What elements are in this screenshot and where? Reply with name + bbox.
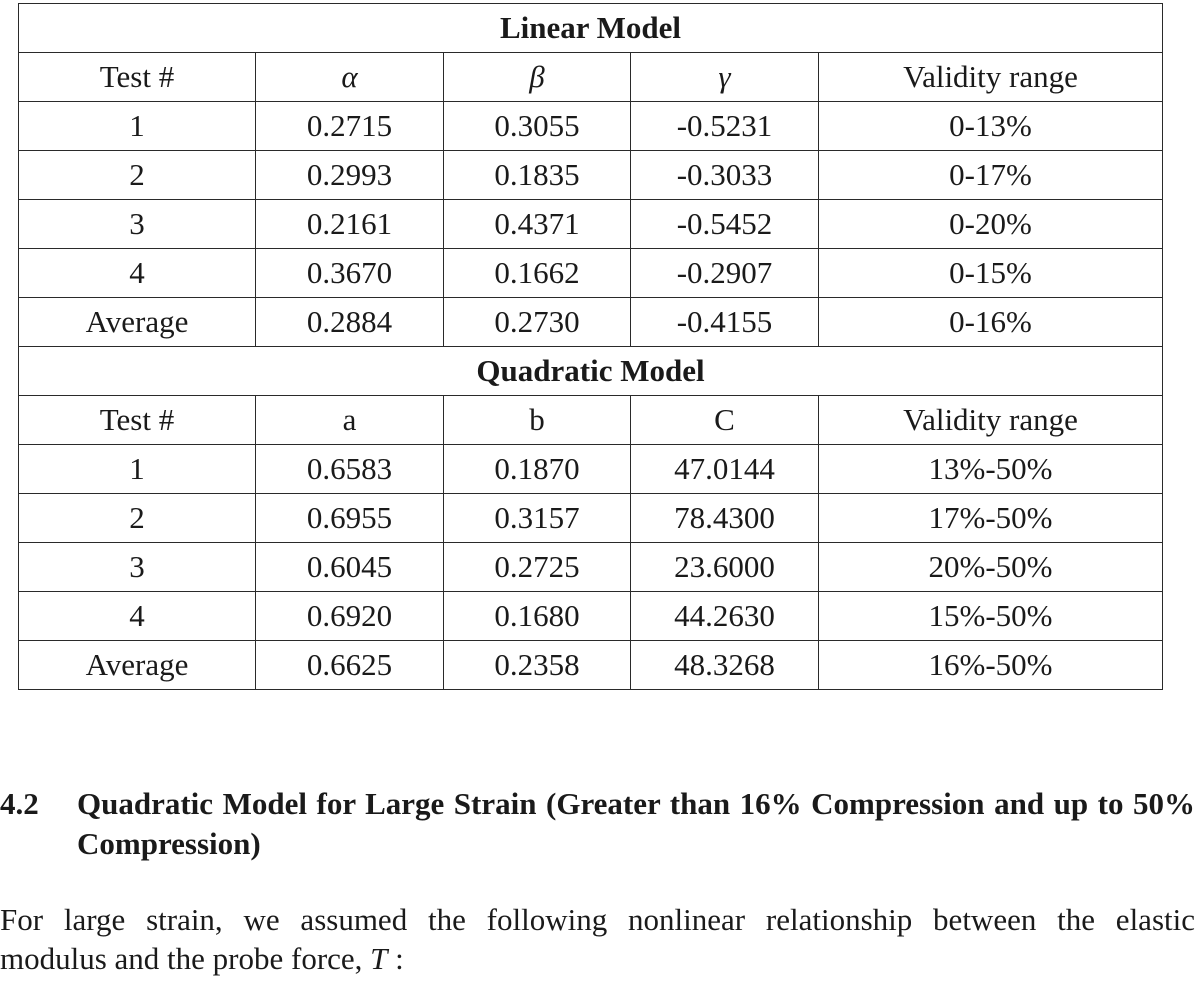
table-row [19,200,1163,249]
table-cell: Average [19,298,256,347]
header-validity-range: Validity range [819,53,1163,102]
table-cell: 13%-50% [819,445,1163,494]
linear-model-title: Linear Model [19,4,1163,53]
table-cell: 0.1870 [444,445,631,494]
table-cell: 1 [19,445,256,494]
linear-model-title-row [19,4,1163,53]
header-b: b [444,396,631,445]
table-cell: 0.3670 [256,249,444,298]
header-test-number: Test # [19,396,256,445]
table-cell: 1 [19,102,256,151]
table-cell: 4 [19,249,256,298]
table-cell: -0.3033 [631,151,819,200]
table-cell: 0.2725 [444,543,631,592]
table-cell: 0.2993 [256,151,444,200]
table-cell: 0.6625 [256,641,444,690]
table-cell: 0-15% [819,249,1163,298]
table-cell: 0.1680 [444,592,631,641]
quadratic-model-title: Quadratic Model [19,347,1163,396]
header-c: C [631,396,819,445]
table-row-average [19,298,1163,347]
table-cell: 0-20% [819,200,1163,249]
table-cell: 0.2715 [256,102,444,151]
table-row [19,445,1163,494]
table-cell: 0.2358 [444,641,631,690]
paragraph-line-2-text: modulus and the probe force, [0,941,363,976]
table-cell: 48.3268 [631,641,819,690]
quadratic-model-header-row [19,396,1163,445]
table-cell: 16%-50% [819,641,1163,690]
table-row [19,249,1163,298]
table-cell: 0-17% [819,151,1163,200]
table-cell: 3 [19,543,256,592]
paragraph-line-1: For large strain, we assumed the following nonlinear relationship between the elastic [0,902,1195,937]
table-row [19,592,1163,641]
table-cell: 0.6045 [256,543,444,592]
table-cell: 0.3055 [444,102,631,151]
table-cell: 0.6583 [256,445,444,494]
table-cell: 2 [19,494,256,543]
table-cell: 0.2730 [444,298,631,347]
table-row-average [19,641,1163,690]
table-cell: -0.5452 [631,200,819,249]
table-cell: 0.4371 [444,200,631,249]
table-cell: 15%-50% [819,592,1163,641]
table-cell: 0.1835 [444,151,631,200]
table-row [19,102,1163,151]
body-paragraph [0,900,1195,978]
table-row [19,151,1163,200]
header-a: a [256,396,444,445]
table-cell: -0.2907 [631,249,819,298]
table-cell: 3 [19,200,256,249]
table-cell: 0-13% [819,102,1163,151]
paragraph-line-2-colon: : [387,941,404,976]
table-cell: 0.6920 [256,592,444,641]
header-alpha: α [256,53,444,102]
table-cell: 47.0144 [631,445,819,494]
quadratic-model-title-row [19,347,1163,396]
header-test-number: Test # [19,53,256,102]
header-gamma: γ [631,53,819,102]
table-cell: -0.5231 [631,102,819,151]
table-cell: 17%-50% [819,494,1163,543]
table-cell: 78.4300 [631,494,819,543]
table-cell: 2 [19,151,256,200]
model-parameters-table [18,3,1163,690]
table-cell: 0.1662 [444,249,631,298]
header-validity-range: Validity range [819,396,1163,445]
section-title: Quadratic Model for Large Strain (Greater than 16% Compression and up to 50% Compression) [77,786,1195,861]
linear-model-header-row [19,53,1163,102]
section-number: 4.2 [0,786,39,821]
table-cell: 0.2161 [256,200,444,249]
table-cell: 44.2630 [631,592,819,641]
table-cell: 0.6955 [256,494,444,543]
table-cell: 23.6000 [631,543,819,592]
table-cell: 4 [19,592,256,641]
force-variable: T [370,941,388,976]
table-row [19,543,1163,592]
table-cell: 20%-50% [819,543,1163,592]
table-cell: 0-16% [819,298,1163,347]
table-cell: 0.3157 [444,494,631,543]
table-cell: Average [19,641,256,690]
table-cell: 0.2884 [256,298,444,347]
header-beta: β [444,53,631,102]
table-row [19,494,1163,543]
table-cell: -0.4155 [631,298,819,347]
